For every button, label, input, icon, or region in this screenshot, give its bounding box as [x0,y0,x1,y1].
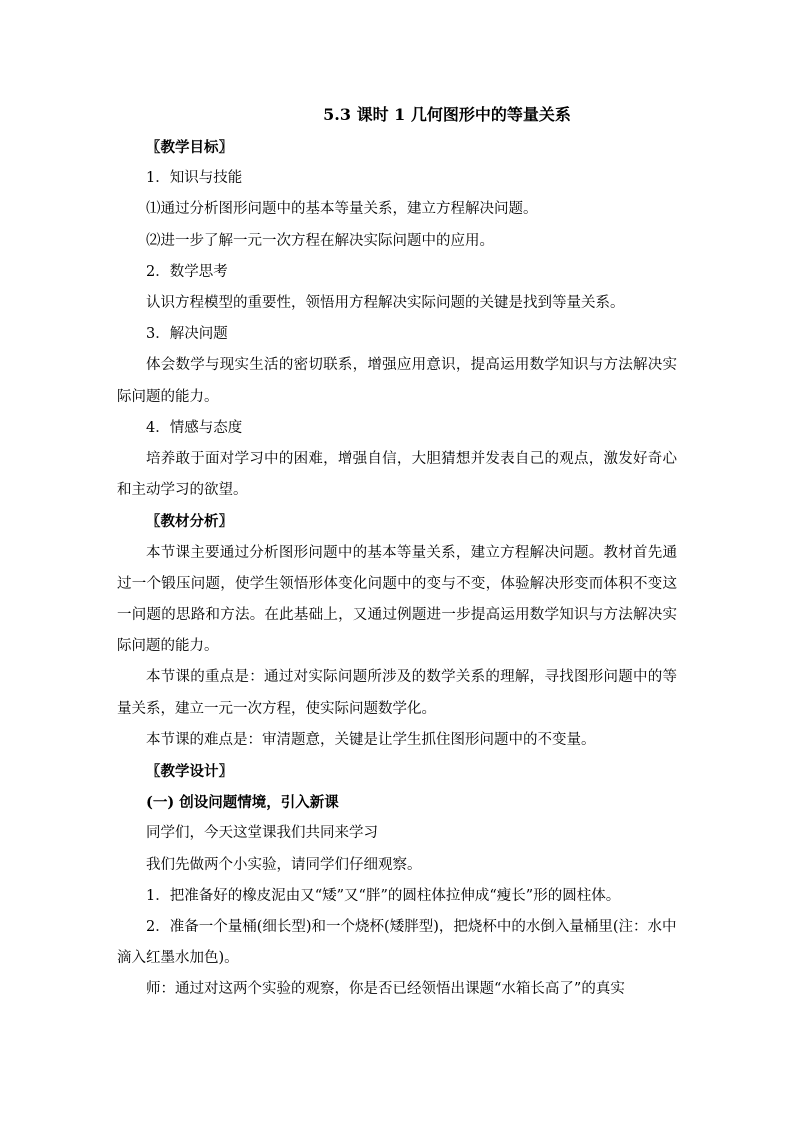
page-title: 5.3 课时 1 几何图形中的等量关系 [323,105,571,124]
paragraph: 师：通过对这两个实验的观察，你是否已经领悟出课题“水箱长高了”的真实 [146,981,625,998]
paragraph: 2．准备一个量桶(细长型)和一个烧杯(矮胖型)，把烧杯中的水倒入量桶里(注：水中滴入红墨水加色)。 [117,919,677,967]
paragraph: 培养敢于面对学习中的困难，增强自信，大胆猜想并发表自己的观点，激发好奇心和主动学习的欲望。 [117,451,677,499]
paragraph: 我们先做两个小实验，请同学们仔细观察。 [146,856,422,873]
section-heading-design: 〖教学设计〗 [146,763,233,781]
paragraph: 体会数学与现实生活的密切联系，增强应用意识，提高运用数学知识与方法解决实际问题的能力。 [117,357,677,405]
paragraph: 1．把准备好的橡皮泥由又“矮”又“胖”的圆柱体拉伸成“瘦长”形的圆柱体。 [146,887,621,904]
paragraph: 同学们，今天这堂课我们共同来学习 [146,825,378,842]
paragraph: 认识方程模型的重要性，领悟用方程解决实际问题的关键是找到等量关系。 [146,295,625,312]
section-heading-analysis: 〖教材分析〗 [146,513,233,531]
paragraph: 本节课主要通过分析图形问题中的基本等量关系，建立方程解决问题。教材首先通过一个锻压问题，使学生领悟形体变化问题中的变与不变，体验解决形变而体积不变这一问题的思路和方法。在此基础上，又通过例题进一步提高运用数学知识与方法解决实际问题的能力。 [117,544,677,655]
paragraph: 本节课的重点是：通过对实际问题所涉及的数学关系的理解，寻找图形问题中的等量关系，建立一元一次方程，使实际问题数学化。 [117,669,677,717]
paragraph: 本节课的难点是：审清题意，关键是让学生抓住图形问题中的不变量。 [146,731,596,748]
subheading-math-thinking: 2．数学思考 [146,263,228,280]
goal-item: ⑴通过分析图形问题中的基本等量关系，建立方程解决问题。 [146,201,538,218]
subheading-problem-solving: 3．解决问题 [146,326,228,343]
section-heading-goals: 〖教学目标〗 [146,139,233,156]
subheading-emotion-attitude: 4．情感与态度 [146,419,243,436]
goal-item: ⑵进一步了解一元一次方程在解决实际问题中的应用。 [146,232,494,249]
document-page [117,100,677,1006]
subheading-knowledge: 1．知识与技能 [146,170,243,187]
design-subheading: (一) 创设问题情境，引入新课 [146,794,339,812]
